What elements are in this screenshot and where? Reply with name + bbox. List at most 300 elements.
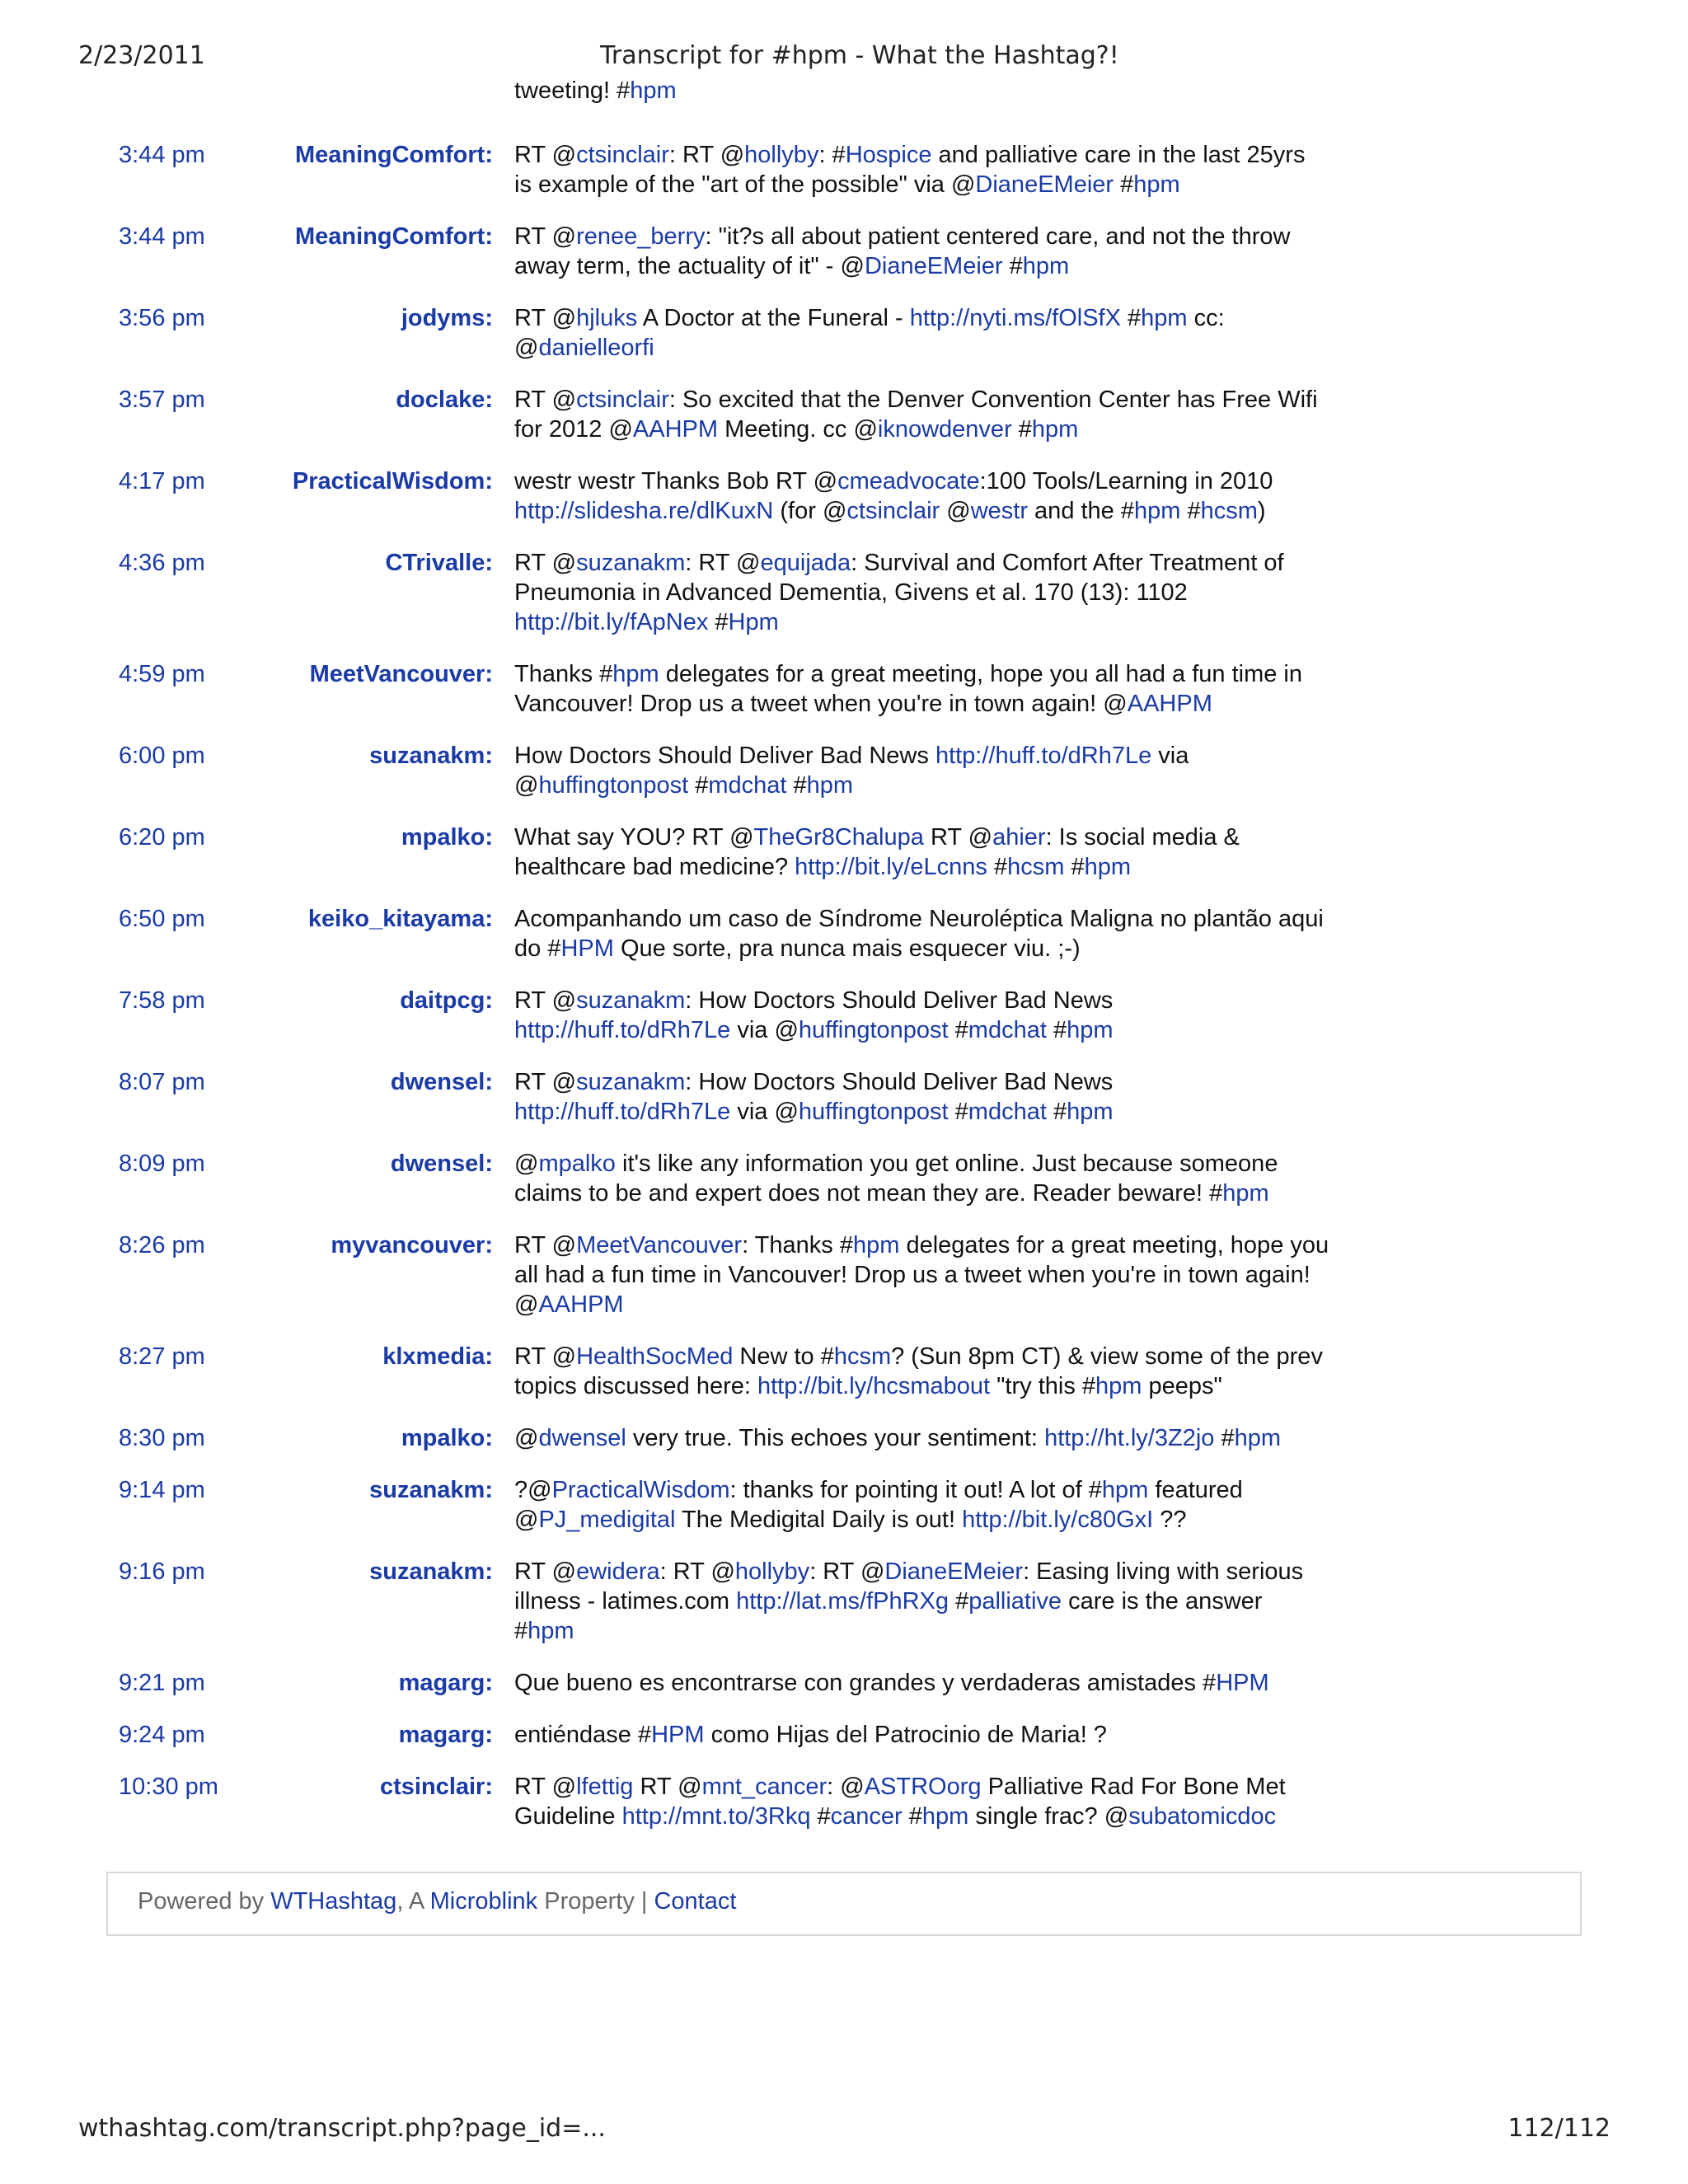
tweet-text-segment: via @ xyxy=(730,1017,799,1043)
hashtag-link[interactable]: hpm xyxy=(1031,416,1079,443)
tweet-line xyxy=(514,1371,1339,1401)
tweet-line xyxy=(514,986,1339,1015)
hashtag-link[interactable]: hpm xyxy=(852,1232,900,1258)
wthashtag-link[interactable]: WTHashtag xyxy=(270,1888,397,1915)
tweet-line xyxy=(514,1149,1339,1179)
tweet-text-segment: # xyxy=(1214,1425,1235,1451)
mention-link[interactable]: AAHPM xyxy=(538,1291,624,1318)
tweet-text-segment: Acompanhando um caso de Síndrome Neuroléptica Maligna no plantão aqui xyxy=(514,906,1324,932)
tweet-time-link[interactable]: 9:24 pm xyxy=(119,1722,205,1748)
tweet-time-link[interactable]: 9:21 pm xyxy=(119,1670,205,1696)
url-link[interactable]: http://mnt.to/3Rkq xyxy=(621,1803,811,1830)
url-link[interactable]: http://slidesha.re/dlKuxN xyxy=(514,498,774,524)
tweet-text-segment: # xyxy=(1064,854,1085,880)
tweet-username-link[interactable]: magarg: xyxy=(398,1670,493,1696)
tweet-text xyxy=(514,986,1339,1045)
mention-link[interactable]: suzanakm xyxy=(576,1069,686,1095)
tweet-username-link[interactable]: CTrivalle: xyxy=(385,550,493,576)
tweet-text-segment: # xyxy=(786,772,807,799)
mention-link[interactable]: TheGr8Chalupa xyxy=(753,824,924,851)
tweet-text-segment: RT @ xyxy=(514,1232,577,1258)
tweet-line xyxy=(514,251,1339,281)
tweet-text-segment: healthcare bad medicine? xyxy=(514,854,795,880)
tweet-line xyxy=(514,1772,1339,1802)
print-url: wthashtag.com/transcript.php?page_id=... xyxy=(78,2114,606,2143)
tweet-text-segment: away term, the actuality of it" - @ xyxy=(514,253,865,279)
tweet-time-link[interactable]: 6:50 pm xyxy=(119,906,205,932)
tweet-text-segment: : RT @ xyxy=(809,1558,885,1585)
tweet-text-segment: Vancouver! Drop us a tweet when you're in town again! @ xyxy=(514,691,1128,717)
tweet-text-segment: # xyxy=(1046,1017,1067,1043)
tweet-text-segment: via @ xyxy=(730,1099,799,1125)
tweet-username-link[interactable]: MeaningComfort: xyxy=(294,142,493,168)
tweet-text xyxy=(514,823,1339,882)
tweet-text-segment: : RT @ xyxy=(668,142,745,168)
tweet-text-segment: # xyxy=(902,1803,922,1830)
mention-link[interactable]: huffingtonpost xyxy=(798,1017,949,1043)
tweet-line xyxy=(514,659,1339,689)
tweet-text-segment: RT @ xyxy=(514,1774,577,1800)
contact-link[interactable]: Contact xyxy=(654,1888,737,1915)
tweet-text xyxy=(514,303,1339,363)
tweet-text xyxy=(514,1067,1339,1127)
tweet-line xyxy=(514,222,1339,251)
tweet-line xyxy=(514,1423,1339,1453)
tweet-text-segment: westr westr Thanks Bob RT @ xyxy=(514,468,838,494)
continued-tweet-text xyxy=(514,76,677,105)
mention-link[interactable]: PJ_medigital xyxy=(538,1507,676,1533)
hashtag-link[interactable]: mdchat xyxy=(968,1099,1047,1125)
mention-link[interactable]: ctsinclair xyxy=(576,387,669,413)
mention-link[interactable]: lfettig xyxy=(576,1774,634,1800)
tweet-text-segment: RT @ xyxy=(514,1343,577,1370)
tweet-line xyxy=(514,1802,1339,1831)
tweet-line xyxy=(514,1720,1339,1750)
tweet-text-segment: @ xyxy=(514,1151,539,1177)
tweet-username-link[interactable]: mpalko: xyxy=(401,824,493,851)
tweet-text-segment: topics discussed here: xyxy=(514,1373,757,1399)
tweet-text-segment: Meeting. cc @ xyxy=(718,416,878,443)
tweet-text xyxy=(514,1149,1339,1208)
tweet-time-link[interactable]: 3:44 pm xyxy=(119,142,205,168)
tweet-line xyxy=(514,771,1339,800)
tweet-text xyxy=(514,466,1339,526)
tweet-time-link[interactable]: 8:27 pm xyxy=(119,1343,205,1370)
hashtag-link[interactable]: hpm xyxy=(1022,253,1070,279)
tweet-text-segment: RT @ xyxy=(514,142,577,168)
url-link[interactable]: http://bit.ly/c80GxI xyxy=(962,1507,1154,1533)
tweet-line xyxy=(514,741,1339,771)
tweet-text-segment: @ xyxy=(514,1291,539,1318)
tweet-text-segment: RT @ xyxy=(514,223,577,250)
hashtag-link[interactable]: hpm xyxy=(528,1618,574,1644)
tweet-text-segment: claims to be and expert does not mean they are. Reader beware! # xyxy=(514,1180,1223,1207)
tweet-text-segment: (for @ xyxy=(773,498,847,524)
tweet-text-segment: RT @ xyxy=(514,387,577,413)
tweet-text-segment: # xyxy=(948,1017,968,1043)
mention-link[interactable]: ctsinclair xyxy=(846,498,940,524)
mention-link[interactable]: danielleorfi xyxy=(538,335,654,361)
tweet-text-segment: New to # xyxy=(733,1343,834,1370)
tweet-text-segment: Que bueno es encontrarse con grandes y verdaderas amistades # xyxy=(514,1670,1217,1696)
tweet-text-segment: @ xyxy=(514,1425,539,1451)
tweet-text-segment: # xyxy=(1114,171,1134,198)
powered-by-footer xyxy=(106,1872,1582,1936)
tweet-line xyxy=(514,904,1339,934)
tweet-text xyxy=(514,1720,1339,1750)
tweet-time-link[interactable]: 10:30 pm xyxy=(119,1774,218,1800)
mention-link[interactable]: ahier xyxy=(992,824,1046,851)
tweet-text-segment: Que sorte, pra nunca mais esquecer viu. ;-) xyxy=(613,935,1081,962)
url-link[interactable]: http://huff.to/dRh7Le xyxy=(514,1099,731,1125)
tweet-text-segment: : @ xyxy=(827,1774,865,1800)
tweet-text-segment: como Hijas del Patrocinio de Maria! ? xyxy=(704,1722,1107,1748)
tweet-text-segment: # xyxy=(688,772,709,799)
tweet-line xyxy=(514,170,1339,199)
mention-link[interactable]: mpalko xyxy=(538,1151,616,1177)
property-text: Property | xyxy=(537,1888,654,1915)
tweet-time-link[interactable]: 4:36 pm xyxy=(119,550,205,576)
hashtag-link[interactable]: hpm xyxy=(1067,1017,1114,1043)
tweet-text-segment: RT @ xyxy=(514,987,577,1014)
hashtag-link[interactable]: cancer xyxy=(830,1803,903,1830)
mention-link[interactable]: iknowdenver xyxy=(877,416,1012,443)
mention-link[interactable]: ctsinclair xyxy=(576,142,669,168)
tweet-username-link[interactable]: klxmedia: xyxy=(382,1343,493,1370)
tweet-text-segment: @ xyxy=(514,335,539,361)
tweet-text-segment: : So excited that the Denver Convention Center has Free Wifi xyxy=(668,387,1318,413)
mention-link[interactable]: equijada xyxy=(760,550,851,576)
tweet-username-link[interactable]: doclake: xyxy=(396,387,493,413)
tweet-username-link[interactable]: MeaningComfort: xyxy=(294,223,493,250)
tweet-text-segment: delegates for a great meeting, hope you all had a fun time in xyxy=(659,661,1302,687)
tweet-text-segment: : RT @ xyxy=(659,1558,735,1585)
mention-link[interactable]: AAHPM xyxy=(632,416,719,443)
tweet-line xyxy=(514,1230,1339,1260)
hashtag-link[interactable]: hpm xyxy=(612,661,659,687)
tweet-text-segment: : RT @ xyxy=(685,550,761,576)
tweet-line xyxy=(514,823,1339,852)
tweet-username-link[interactable]: keiko_kitayama: xyxy=(307,906,493,932)
tweet-line xyxy=(514,415,1339,444)
tweet-text-segment: and palliative care in the last 25yrs xyxy=(931,142,1306,168)
footer-separator-a: , A xyxy=(396,1888,430,1915)
tweet-line xyxy=(514,1290,1339,1319)
mention-link[interactable]: huffingtonpost xyxy=(798,1099,949,1125)
tweet-time-link[interactable]: 4:59 pm xyxy=(119,661,205,687)
mention-link[interactable]: subatomicdoc xyxy=(1128,1803,1277,1830)
tweet-text-segment: single frac? @ xyxy=(968,1803,1129,1830)
mention-link[interactable]: ewidera xyxy=(576,1558,660,1585)
hashtag-link[interactable]: Hpm xyxy=(728,609,779,635)
tweet-username-link[interactable]: dwensel: xyxy=(390,1069,493,1095)
tweet-text-segment: RT @ xyxy=(514,550,577,576)
tweet-time-link[interactable]: 7:58 pm xyxy=(119,987,205,1014)
tweet-line xyxy=(514,303,1339,333)
tweet-username-link[interactable]: magarg: xyxy=(398,1722,493,1748)
tweet-text-segment: # xyxy=(1011,416,1032,443)
mention-link[interactable]: DianeEMeier xyxy=(975,171,1114,198)
tweet-line xyxy=(514,1260,1339,1290)
mention-link[interactable]: westr xyxy=(970,498,1028,524)
tweet-time-link[interactable]: 3:56 pm xyxy=(119,305,205,331)
mention-link[interactable]: huffingtonpost xyxy=(538,772,689,799)
tweet-text-segment: and the # xyxy=(1028,498,1134,524)
url-link[interactable]: http://lat.ms/fPhRXg xyxy=(736,1588,950,1615)
hashtag-link[interactable]: hpm xyxy=(1134,498,1181,524)
url-link[interactable]: http://huff.to/dRh7Le xyxy=(514,1017,731,1043)
tweet-text-segment: entiéndase # xyxy=(514,1722,652,1748)
tweet-text-segment: What say YOU? RT @ xyxy=(514,824,754,851)
tweet-text-segment: # xyxy=(514,1618,528,1644)
tweet-text-segment: : Easing living with serious xyxy=(1023,1558,1304,1585)
tweet-text-segment: # xyxy=(1120,305,1142,331)
tweet-text-segment: :100 Tools/Learning in 2010 xyxy=(979,468,1273,494)
tweet-line xyxy=(514,548,1339,578)
tweet-text-segment: peeps" xyxy=(1142,1373,1222,1399)
tweet-text-segment: "try this # xyxy=(990,1373,1096,1399)
tweet-line xyxy=(514,1015,1339,1045)
mention-link[interactable]: DianeEMeier xyxy=(884,1558,1024,1585)
tweet-text-segment: # xyxy=(1180,498,1201,524)
tweet-username-link[interactable]: suzanakm: xyxy=(369,1477,493,1503)
tweet-text-segment: : Is social media & xyxy=(1045,824,1240,851)
mention-link[interactable]: HealthSocMed xyxy=(576,1343,734,1370)
tweet-text xyxy=(514,904,1339,963)
tweet-text xyxy=(514,548,1339,637)
tweet-text xyxy=(514,741,1339,800)
hashtag-link[interactable]: hpm xyxy=(1095,1373,1142,1399)
tweet-text-segment: : thanks for pointing it out! A lot of # xyxy=(729,1477,1102,1503)
mention-link[interactable]: dwensel xyxy=(538,1425,626,1451)
hashtag-link[interactable]: hcsm xyxy=(1200,498,1258,524)
mention-link[interactable]: mnt_cancer xyxy=(701,1774,828,1800)
tweet-line xyxy=(514,1586,1339,1616)
tweet-line xyxy=(514,578,1339,607)
tweet-username-link[interactable]: suzanakm: xyxy=(369,743,493,769)
hashtag-link[interactable]: hcsm xyxy=(1007,854,1065,880)
tweet-time-link[interactable]: 6:20 pm xyxy=(119,824,205,851)
hashtag-link[interactable]: hcsm xyxy=(833,1343,892,1370)
hashtag-link[interactable]: hpm xyxy=(1141,305,1188,331)
tweet-text xyxy=(514,1475,1339,1535)
hashtag-link[interactable]: HPM xyxy=(1216,1670,1269,1696)
tweet-line xyxy=(514,1668,1339,1698)
tweet-text xyxy=(514,385,1339,444)
tweet-text-segment: : Survival and Comfort After Treatment of xyxy=(851,550,1284,576)
hashtag-link[interactable]: hpm xyxy=(630,77,677,104)
hashtag-link[interactable]: HPM xyxy=(560,935,614,962)
hashtag-link[interactable]: hpm xyxy=(1133,171,1180,198)
tweet-time-link[interactable]: 6:00 pm xyxy=(119,743,205,769)
tweet-line xyxy=(514,934,1339,963)
tweet-text-segment: # xyxy=(1046,1099,1067,1125)
tweet-text-segment: : Thanks # xyxy=(742,1232,853,1258)
tweet-line xyxy=(514,1475,1339,1505)
tweet-text xyxy=(514,1557,1339,1646)
tweet-text xyxy=(514,1772,1339,1831)
tweet-text-segment: for 2012 @ xyxy=(514,416,633,443)
url-link[interactable]: http://bit.ly/eLcnns xyxy=(795,854,987,880)
tweet-line xyxy=(514,496,1339,526)
tweet-line xyxy=(514,852,1339,882)
tweet-time-link[interactable]: 9:14 pm xyxy=(119,1477,205,1503)
tweet-line xyxy=(514,140,1339,170)
tweet-text xyxy=(514,140,1339,199)
hashtag-link[interactable]: hpm xyxy=(1222,1180,1269,1207)
tweet-text-segment: ? (Sun 8pm CT) & view some of the prev xyxy=(891,1343,1323,1370)
url-link[interactable]: http://huff.to/dRh7Le xyxy=(935,743,1152,769)
tweet-line xyxy=(514,1179,1339,1208)
tweet-line xyxy=(514,1505,1339,1535)
print-title: Transcript for #hpm - What the Hashtag?! xyxy=(600,41,1119,70)
tweet-line xyxy=(514,1097,1339,1127)
tweet-username-link[interactable]: myvancouver: xyxy=(331,1232,493,1258)
mention-link[interactable]: renee_berry xyxy=(576,223,706,250)
tweet-username-link[interactable]: jodyms: xyxy=(401,305,493,331)
url-link[interactable]: http://bit.ly/fApNex xyxy=(514,609,709,635)
tweet-text-segment: via xyxy=(1151,743,1189,769)
hashtag-link[interactable]: HPM xyxy=(651,1722,705,1748)
tweet-text xyxy=(514,659,1339,719)
mention-link[interactable]: PracticalWisdom xyxy=(551,1477,730,1503)
url-link[interactable]: http://nyti.ms/fOlSfX xyxy=(909,305,1121,331)
mention-link[interactable]: hjluks xyxy=(576,305,638,331)
mention-link[interactable]: ASTROorg xyxy=(864,1774,982,1800)
tweet-line xyxy=(514,385,1339,415)
tweet-username-link[interactable]: mpalko: xyxy=(401,1425,493,1451)
tweet-text-segment: How Doctors Should Deliver Bad News xyxy=(514,743,935,769)
tweet-time-link[interactable]: 8:26 pm xyxy=(119,1232,205,1258)
page-number: 112/112 xyxy=(1507,2114,1611,2143)
hashtag-link[interactable]: hpm xyxy=(1101,1477,1149,1503)
tweet-text-segment: is example of the "art of the possible" via @ xyxy=(514,171,976,198)
hashtag-link[interactable]: hpm xyxy=(1084,854,1132,880)
microblink-link[interactable]: Microblink xyxy=(429,1888,538,1915)
mention-link[interactable]: cmeadvocate xyxy=(837,468,980,494)
tweet-username-link[interactable]: PracticalWisdom: xyxy=(292,468,493,494)
tweet-text-segment: A Doctor at the Funeral - xyxy=(637,305,910,331)
print-header xyxy=(0,41,1688,74)
url-link[interactable]: http://bit.ly/hcsmabout xyxy=(757,1373,991,1399)
tweet-text-segment: RT @ xyxy=(514,305,577,331)
tweet-text-segment: do # xyxy=(514,935,561,962)
powered-by-text: Powered by xyxy=(138,1888,271,1915)
hashtag-link[interactable]: hpm xyxy=(806,772,854,799)
tweet-text-segment: # xyxy=(949,1588,969,1615)
tweet-line xyxy=(514,1616,1339,1646)
tweet-time-link[interactable]: 8:30 pm xyxy=(119,1425,205,1451)
tweet-text-segment: : # xyxy=(818,142,846,168)
tweet-text-segment: # xyxy=(810,1803,831,1830)
tweet-text-segment: Palliative Rad For Bone Met xyxy=(981,1774,1286,1800)
tweet-text-segment: RT @ xyxy=(923,824,993,851)
tweet-text-segment: Guideline xyxy=(514,1803,622,1830)
tweet-text-segment: Thanks # xyxy=(514,661,613,687)
print-date: 2/23/2011 xyxy=(78,41,205,70)
url-link[interactable]: http://ht.ly/3Z2jo xyxy=(1044,1425,1215,1451)
tweet-text xyxy=(514,222,1339,281)
mention-link[interactable]: suzanakm xyxy=(576,987,686,1014)
tweet-text-segment: featured xyxy=(1148,1477,1243,1503)
hashtag-link[interactable]: palliative xyxy=(968,1588,1062,1615)
tweet-line xyxy=(514,333,1339,363)
tweet-text-segment: # xyxy=(708,609,729,635)
tweet-line xyxy=(514,1067,1339,1097)
tweet-text-segment: Pneumonia in Advanced Dementia, Givens et al. 170 (13): 1102 xyxy=(514,579,1188,606)
hashtag-link[interactable]: hpm xyxy=(1234,1425,1281,1451)
tweet-time-link[interactable]: 8:07 pm xyxy=(119,1069,205,1095)
hashtag-link[interactable]: mdchat xyxy=(708,772,787,799)
tweet-text-segment: RT @ xyxy=(514,1558,577,1585)
tweet-text-segment: care is the answer xyxy=(1062,1588,1263,1615)
tweet-text-segment: very true. This echoes your sentiment: xyxy=(626,1425,1045,1451)
hashtag-link[interactable]: hpm xyxy=(921,1803,969,1830)
tweet-time-link[interactable]: 4:17 pm xyxy=(119,468,205,494)
tweet-text-segment: all had a fun time in Vancouver! Drop us a tweet when you're in town again! xyxy=(514,1262,1311,1288)
tweet-username-link[interactable]: daitpcg: xyxy=(400,987,493,1014)
mention-link[interactable]: MeetVancouver xyxy=(576,1232,743,1258)
mention-link[interactable]: DianeEMeier xyxy=(864,253,1003,279)
tweet-username-link[interactable]: ctsinclair: xyxy=(380,1774,493,1800)
mention-link[interactable]: hollyby xyxy=(734,1558,810,1585)
tweet-username-link[interactable]: MeetVancouver: xyxy=(309,661,493,687)
tweet-text-segment: The Medigital Daily is out! xyxy=(675,1507,963,1533)
tweet-line xyxy=(514,466,1339,496)
tweet-text-segment: # xyxy=(948,1099,968,1125)
mention-link[interactable]: suzanakm xyxy=(576,550,686,576)
tweet-text-segment: RT @ xyxy=(514,1069,577,1095)
tweet-text-segment: cc: xyxy=(1187,305,1225,331)
tweet-text-segment: illness - latimes.com xyxy=(514,1588,737,1615)
tweet-time-link[interactable]: 3:57 pm xyxy=(119,387,205,413)
tweet-time-link[interactable]: 9:16 pm xyxy=(119,1558,205,1585)
tweet-text xyxy=(514,1423,1339,1453)
continued-text: tweeting! # xyxy=(514,77,631,104)
tweet-text-segment: @ xyxy=(514,772,539,799)
tweet-text-segment: : How Doctors Should Deliver Bad News xyxy=(685,1069,1114,1095)
mention-link[interactable]: AAHPM xyxy=(1127,691,1212,717)
tweet-text-segment: ?@ xyxy=(514,1477,552,1503)
tweet-text xyxy=(514,1342,1339,1401)
tweet-text-segment: delegates for a great meeting, hope you xyxy=(899,1232,1329,1258)
hashtag-link[interactable]: Hospice xyxy=(845,142,932,168)
tweet-line xyxy=(514,607,1339,637)
tweet-text-segment: RT @ xyxy=(633,1774,702,1800)
tweet-text-segment: it's like any information you get online. Just because someone xyxy=(615,1151,1278,1177)
tweet-text-segment: # xyxy=(1002,253,1023,279)
tweet-line xyxy=(514,689,1339,719)
tweet-text-segment: @ xyxy=(940,498,971,524)
mention-link[interactable]: hollyby xyxy=(744,142,819,168)
tweet-text xyxy=(514,1668,1339,1698)
tweet-text-segment: : How Doctors Should Deliver Bad News xyxy=(685,987,1114,1014)
tweet-text xyxy=(514,1230,1339,1319)
tweet-username-link[interactable]: dwensel: xyxy=(390,1151,493,1177)
tweet-text-segment: ) xyxy=(1257,498,1266,524)
tweet-username-link[interactable]: suzanakm: xyxy=(369,1558,493,1585)
tweet-line xyxy=(514,1557,1339,1586)
hashtag-link[interactable]: mdchat xyxy=(968,1017,1047,1043)
tweet-time-link[interactable]: 3:44 pm xyxy=(119,223,205,250)
tweet-text-segment: @ xyxy=(514,1507,539,1533)
tweet-text-segment: ?? xyxy=(1153,1507,1187,1533)
tweet-text-segment: : "it?s all about patient centered care, and not the throw xyxy=(705,223,1291,250)
tweet-time-link[interactable]: 8:09 pm xyxy=(119,1151,205,1177)
hashtag-link[interactable]: hpm xyxy=(1067,1099,1114,1125)
tweet-text-segment: # xyxy=(987,854,1008,880)
tweet-line xyxy=(514,1342,1339,1371)
